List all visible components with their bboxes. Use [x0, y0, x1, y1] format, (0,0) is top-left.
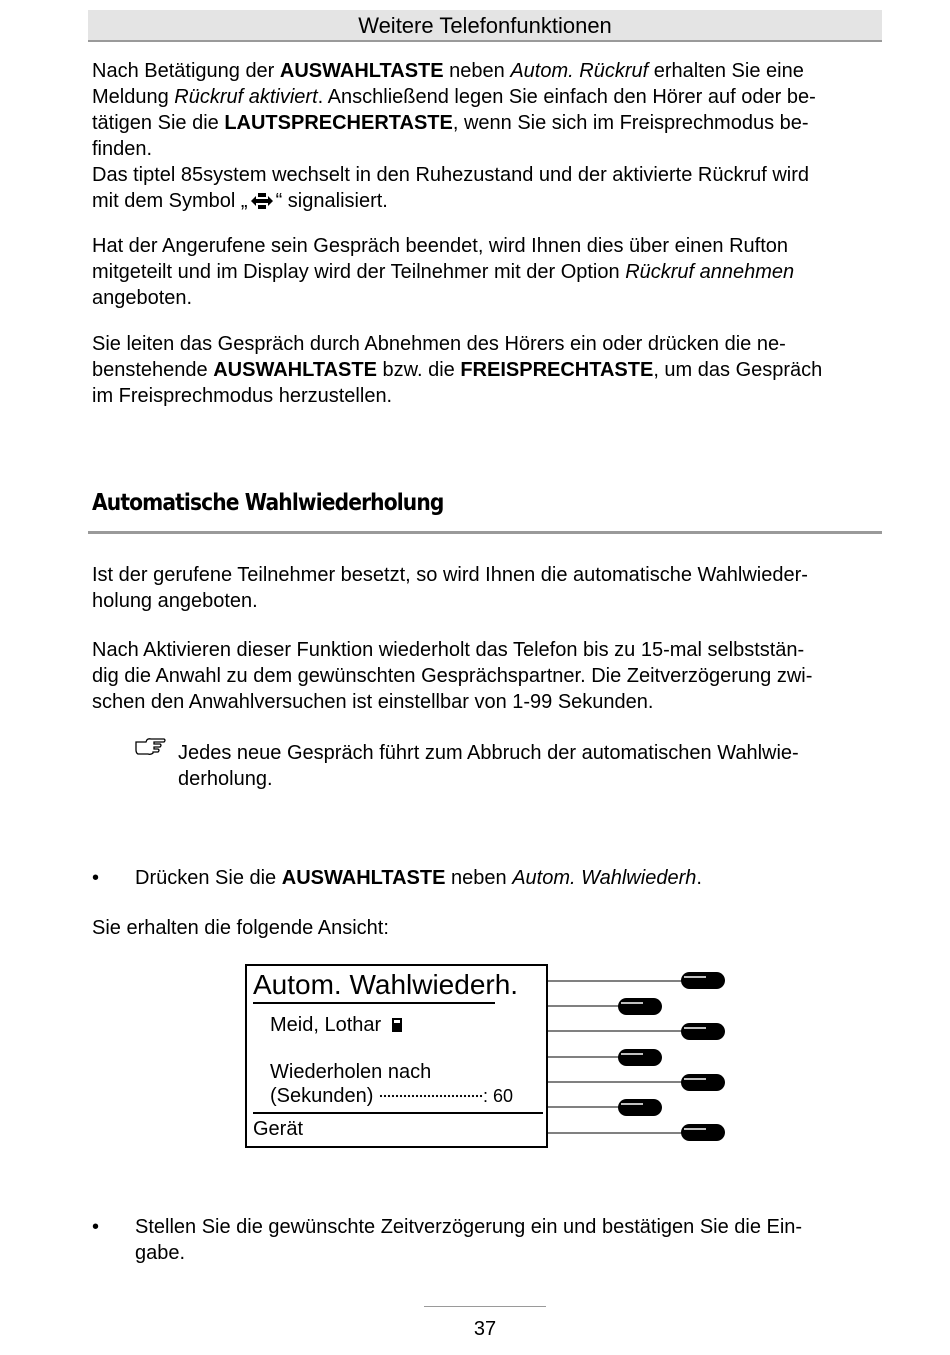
display-repeat-label: Wiederholen nach	[270, 1061, 432, 1083]
softkey-1[interactable]	[681, 972, 725, 989]
section-title: Automatische Wahlwiederholung	[92, 490, 444, 516]
softkey-6[interactable]	[618, 1099, 662, 1116]
instruction-set-delay: Stellen Sie die gewünschte Zeitverzögerung ein und bestätigen Sie die Ein- gabe.	[135, 1216, 803, 1264]
softkey-7[interactable]	[681, 1124, 725, 1141]
display-title-underline	[253, 1002, 495, 1004]
phone-icon	[391, 1017, 403, 1033]
note-text: Jedes neue Gespräch führt zum Abbruch der automatischen Wahlwie- derholung.	[178, 742, 799, 790]
bullet-marker: •	[92, 867, 100, 889]
softkey-2[interactable]	[618, 998, 662, 1015]
page-header	[88, 10, 882, 42]
display-footer-divider	[253, 1112, 543, 1114]
softkey-3[interactable]	[681, 1023, 725, 1040]
paragraph-start-call: Sie leiten das Gespräch durch Abnehmen des Hörers ein oder drücken die ne- benstehende AUSWAHLTASTE bzw. die FREISPRECHTASTE, um das Gespräch im Freisprechmodus herzustellen.	[92, 333, 823, 407]
header-title: Weitere Telefonfunktionen	[358, 13, 612, 38]
page-number: 37	[473, 1318, 497, 1340]
display-footer-label: Gerät	[253, 1118, 304, 1140]
footer-divider	[424, 1306, 546, 1307]
display-title: Autom. Wahlwiederh.	[253, 969, 519, 1000]
softkey-4[interactable]	[618, 1049, 662, 1066]
display-dot-leader	[379, 1090, 483, 1100]
softkey-panel	[548, 964, 748, 1154]
display-contact-row	[270, 1013, 403, 1037]
pointing-hand-icon	[134, 736, 168, 756]
bullet-marker-2: •	[92, 1216, 100, 1238]
phone-display	[245, 964, 548, 1148]
display-seconds-row	[270, 1084, 513, 1108]
paragraph-callee-finished: Hat der Angerufene sein Gespräch beendet, wird Ihnen dies über einen Rufton mitgeteilt und im Display wird der Teilnehmer mit der Option Rückruf annehmen angeboten.	[92, 235, 795, 309]
paragraph-busy-offer: Ist der gerufene Teilnehmer besetzt, so wird Ihnen die automatische Wahlwieder- holung angeboten.	[92, 564, 808, 612]
instruction-press-select-key: Drücken Sie die AUSWAHLTASTE neben Autom. Wahlwiederh.	[135, 867, 702, 889]
display-seconds-value: : 60	[482, 1086, 513, 1106]
display-seconds-label: (Sekunden)	[270, 1085, 374, 1107]
callback-symbol-icon	[248, 192, 276, 210]
softkey-5[interactable]	[681, 1074, 725, 1091]
section-divider	[88, 531, 882, 534]
display-contact-name: Meid, Lothar	[270, 1014, 382, 1036]
paragraph-rueckruf-activation: Nach Betätigung der AUSWAHLTASTE neben Autom. Rückruf erhalten Sie eine Meldung Rückruf aktiviert. Anschließend legen Sie einfach den Hörer auf oder be- tätigen Sie die LAUTSPRECHERTASTE, wenn Sie sich im Freisprechmodus be- finden. Das tiptel 85system wechselt in den Ruhezustand und der aktivierte Rückruf wird mit dem Symbol „ “ signalisiert.	[92, 60, 816, 212]
paragraph-following-view: Sie erhalten die folgende Ansicht:	[92, 917, 389, 939]
paragraph-redial-description: Nach Aktivieren dieser Funktion wiederholt das Telefon bis zu 15-mal selbststän- dig die Anwahl zu dem gewünschten Gesprächspartner. Die Zeitverzögerung zwi- schen den Anwahlversuchen ist einstellbar von 1-99 Sekunden.	[92, 639, 813, 713]
